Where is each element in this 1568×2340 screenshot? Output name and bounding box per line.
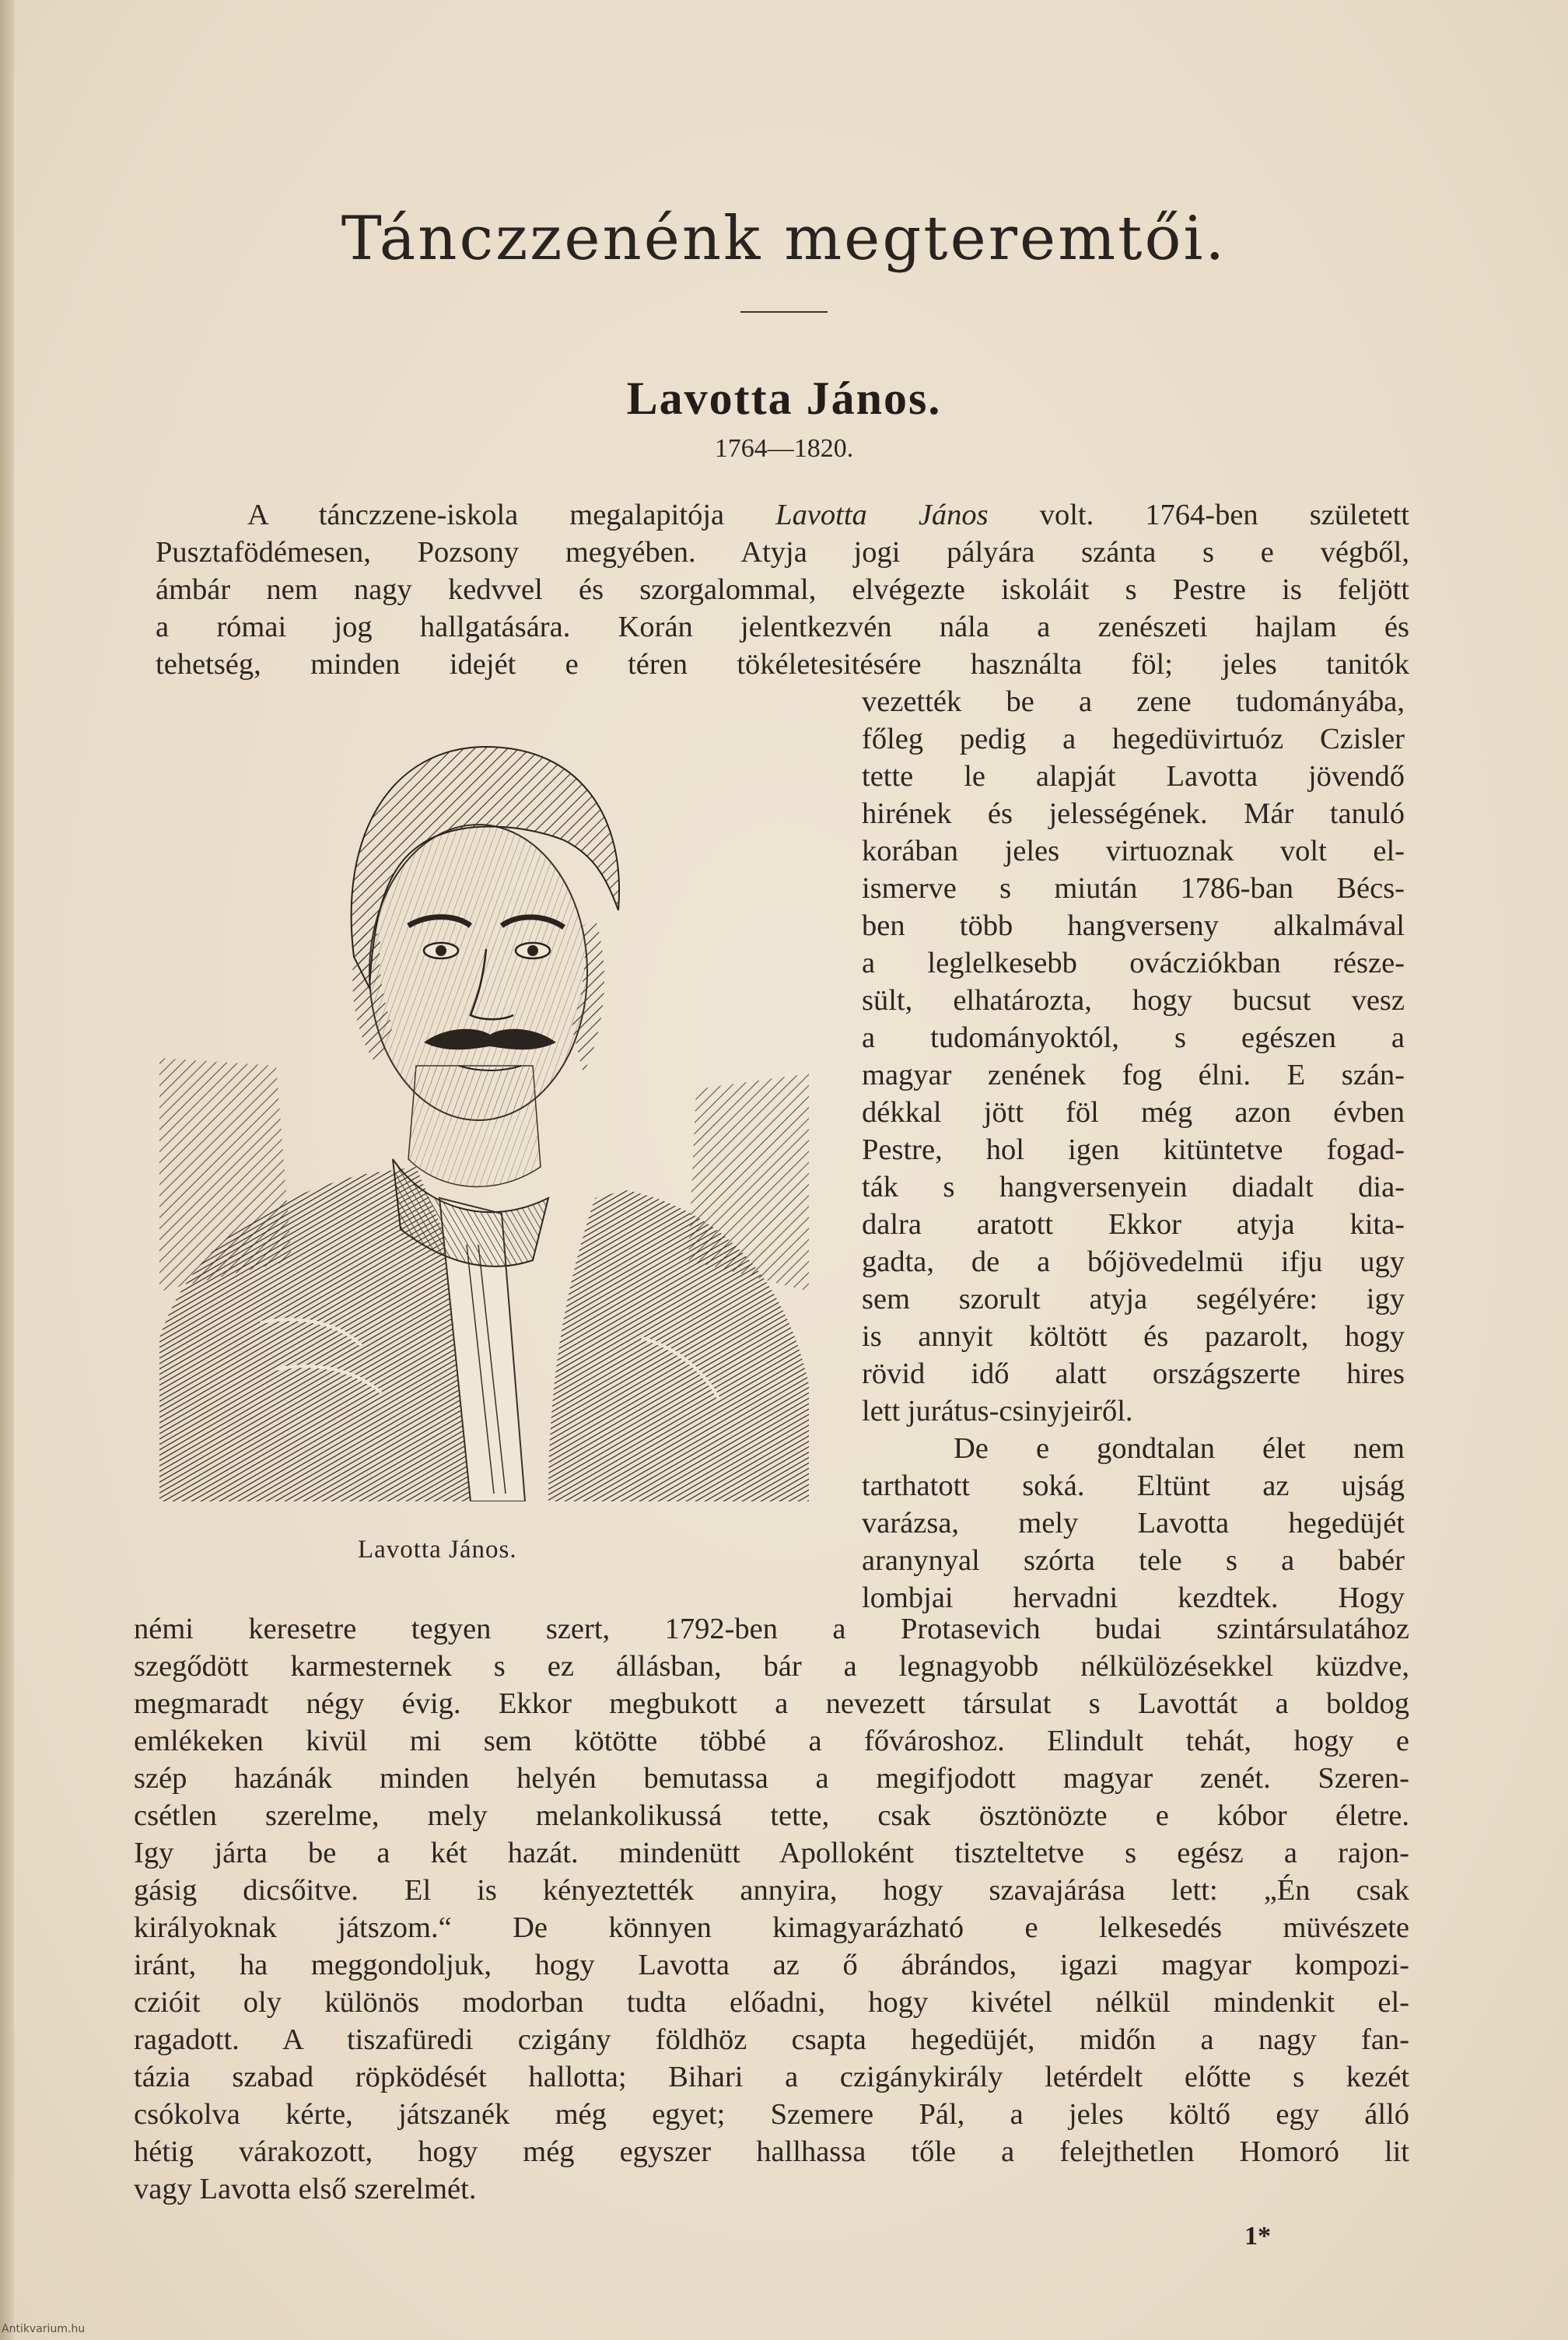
text-line: Pestre, hol igen kitüntetve fogad- bbox=[862, 1133, 1405, 1166]
text-line: a római jog hallgatására. Korán jelentkezvén nála a zenészeti hajlam és bbox=[156, 611, 1409, 643]
text-line: gadta, de a bőjövedelmü ifju ugy bbox=[862, 1245, 1405, 1278]
text-line: csókolva kérte, játszanék még egyet; Szemere Pál, a jeles költő egy álló bbox=[134, 2098, 1409, 2131]
text-line: főleg pedig a hegedüvirtuóz Czisler bbox=[862, 723, 1405, 755]
text-line: tehetség, minden idejét e téren tökéletesitésére használta föl; jeles tanitók bbox=[156, 648, 1409, 681]
text-line: tázia szabad röpködését hallotta; Bihari a czigánykirály letérdelt előtte s kezét bbox=[134, 2061, 1409, 2093]
watermark: Antikvarium.hu bbox=[2, 2323, 86, 2335]
portrait-engraving bbox=[159, 700, 809, 1501]
page-title: Tánczzenénk megteremtői. bbox=[341, 204, 1227, 274]
main-paragraph bbox=[134, 1610, 1409, 2208]
text-line: korában jeles virtuoznak volt el- bbox=[862, 835, 1405, 867]
text-line: Pusztafödémesen, Pozsony megyében. Atyja jogi pályára szánta s e végből, bbox=[156, 536, 1409, 569]
text-line: némi keresetre tegyen szert, 1792-ben a Protasevich budai szintársulatához bbox=[134, 1613, 1409, 1645]
text-line: dalra aratott Ekkor atyja kita- bbox=[862, 1208, 1405, 1241]
text-line: gásig dicsőitve. El is kényeztették annyira, hogy szavajárása lett: „Én csak bbox=[134, 1874, 1409, 1907]
text-line: lett jurátus-csinyjeiről. bbox=[862, 1395, 1133, 1427]
text-line: hirének és jelességének. Már tanuló bbox=[862, 797, 1405, 830]
text-line: sem szorult atyja segélyére: igy bbox=[862, 1283, 1405, 1315]
portrait-caption: Lavotta János. bbox=[358, 1536, 517, 1564]
page-number: 1* bbox=[1244, 2222, 1271, 2251]
text-line: vagy Lavotta első szerelmét. bbox=[134, 2173, 477, 2205]
text-line: lombjai hervadni kezdtek. Hogy bbox=[862, 1582, 1405, 1614]
text-line: rövid idő alatt országszerte hires bbox=[862, 1357, 1405, 1390]
text-line: ták s hangversenyein diadalt dia- bbox=[862, 1171, 1405, 1203]
text-line: a tudományoktól, s egészen a bbox=[862, 1021, 1405, 1054]
text-line: Igy járta be a két hazát. mindenütt Apolloként tiszteltetve s egész a rajon- bbox=[134, 1837, 1409, 1869]
text-line: aranynyal szórta tele s a babér bbox=[862, 1544, 1405, 1577]
text-line: dékkal jött föl még azon évben bbox=[862, 1096, 1405, 1129]
text-line: szép hazánák minden helyén bemutassa a megifjodott magyar zenét. Szeren- bbox=[134, 1762, 1409, 1795]
intro-paragraph bbox=[156, 496, 1409, 683]
text-line: ismerve s miután 1786-ban Bécs- bbox=[862, 872, 1405, 905]
text-line: ben több hangverseny alkalmával bbox=[862, 909, 1405, 942]
text-line: De e gondtalan élet nem bbox=[954, 1432, 1405, 1465]
text-line: a leglelkesebb ovácziókban része- bbox=[862, 947, 1405, 979]
text-line: czióit oly különös modorban tudta előadni, hogy kivétel nélkül mindenkit el- bbox=[134, 1986, 1409, 2019]
text-line: iránt, ha meggondoljuk, hogy Lavotta az ő ábrándos, igazi magyar kompozi- bbox=[134, 1949, 1409, 1981]
text-line: hétig várakozott, hogy még egyszer hallhassa tőle a felejthetlen Homoró lit bbox=[134, 2135, 1409, 2168]
text-line: szegődött karmesternek s ez állásban, bár a legnagyobb nélkülözésekkel küzdve, bbox=[134, 1650, 1409, 1683]
text-line: tette le alapját Lavotta jövendő bbox=[862, 760, 1405, 793]
text-line: A tánczzene-iskola megalapitója Lavotta János volt. 1764-ben született bbox=[247, 499, 1410, 531]
text-line: tarthatott soká. Eltünt az ujság bbox=[862, 1470, 1405, 1502]
text-line: királyoknak játszom.“ De könnyen kimagyarázható e lelkesedés müvészete bbox=[134, 1911, 1409, 1944]
text-line: vezették be a zene tudományába, bbox=[862, 685, 1405, 718]
book-spine-edge bbox=[0, 0, 14, 2340]
text-line: magyar zenének fog élni. E szán- bbox=[862, 1059, 1405, 1091]
text-line: ámbár nem nagy kedvvel és szorgalommal, elvégezte iskoláit s Pestre is feljött bbox=[156, 573, 1409, 606]
text-line: csétlen szerelme, mely melankolikussá tette, csak ösztönözte e kóbor életre. bbox=[134, 1799, 1409, 1832]
text-line: emlékeken kivül mi sem kötötte többé a fővároshoz. Elindult tehát, hogy e bbox=[134, 1725, 1409, 1757]
text-line: ragadott. A tiszafüredi czigány földhöz csapta hegedüjét, midőn a nagy fan- bbox=[134, 2023, 1409, 2056]
title-divider bbox=[740, 311, 828, 313]
text-line: sült, elhatározta, hogy bucsut vesz bbox=[862, 984, 1405, 1017]
text-line: is annyit költött és pazarolt, hogy bbox=[862, 1320, 1405, 1353]
text-line: megmaradt négy évig. Ekkor megbukott a nevezett társulat s Lavottát a boldog bbox=[134, 1687, 1409, 1720]
section-heading: Lavotta János. bbox=[626, 373, 942, 424]
column-paragraph bbox=[862, 683, 1405, 1617]
text-line: varázsa, mely Lavotta hegedüjét bbox=[862, 1507, 1405, 1540]
lifespan-years: 1764—1820. bbox=[714, 434, 854, 463]
